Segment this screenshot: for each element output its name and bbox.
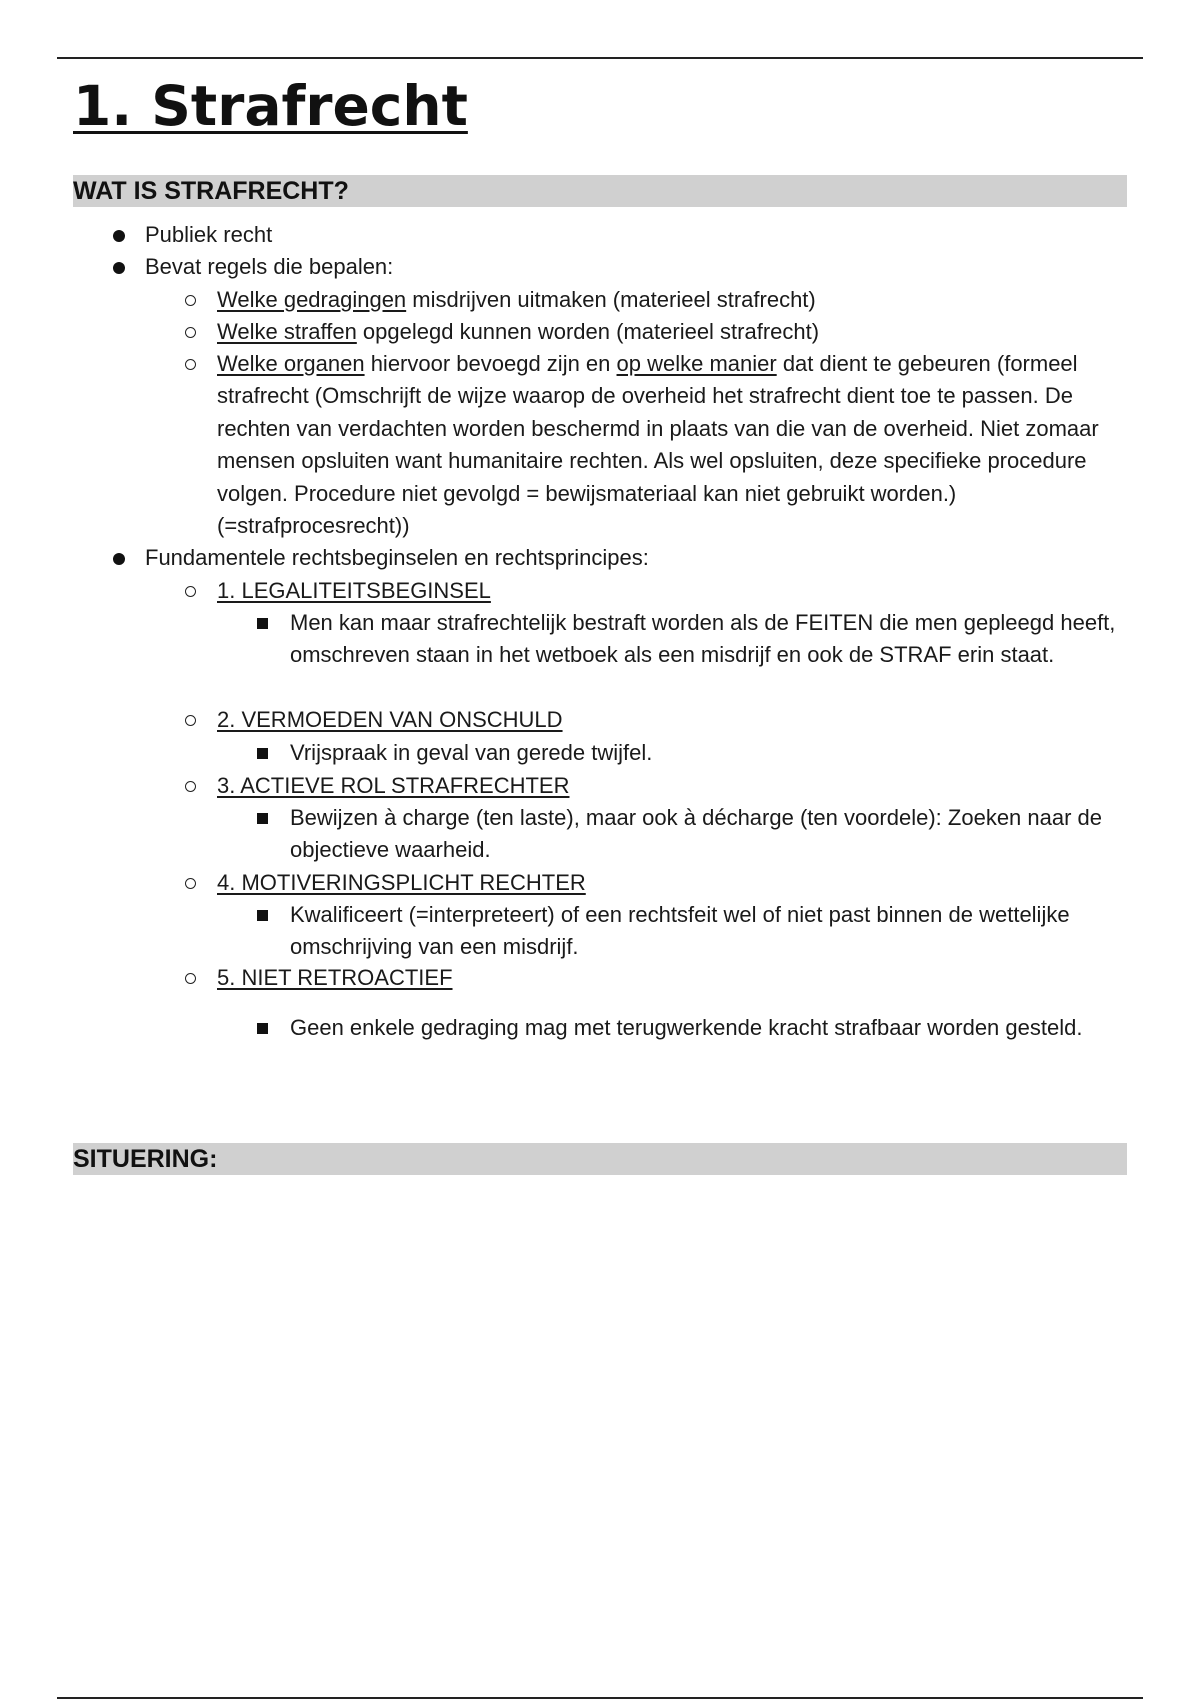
bullet-circle-icon	[185, 878, 196, 889]
bullet-circle-icon	[185, 715, 196, 726]
list-item-gedragingen	[217, 284, 1132, 316]
item-text: dat dient te gebeuren (formeel strafrecht (Omschrijft de wijze waarop de overheid het strafrecht dient toe te passen. De rechten van verdachten worden beschermd in plaats van die van de overheid. Niet zomaar mensen opsluiten want humanitaire rechten. Als wel opsluiten, deze specifieke procedure volgen. Procedure niet gevolgd = bewijsmateriaal kan niet gebruikt worden.) (=strafprocesrecht))	[217, 351, 1099, 539]
bullet-circle-icon	[185, 973, 196, 984]
page-title: 1. Strafrecht	[73, 74, 468, 138]
list-item-organen	[217, 348, 1132, 542]
bullet-circle-icon	[185, 586, 196, 597]
bottom-rule	[57, 1697, 1143, 1699]
item-text: opgelegd kunnen worden (materieel strafrecht)	[356, 319, 820, 344]
principle-text: Bewijzen à charge (ten laste), maar ook à décharge (ten voordele): Zoeken naar de objectieve waarheid.	[290, 805, 1103, 863]
principle-text: Men kan maar strafrechtelijk bestraft worden als de FEITEN die men gepleegd heeft, omschreven staan in het wetboek als een misdrijf en ook de STRAF erin staat.	[290, 610, 1116, 668]
bullet-circle-icon	[185, 295, 196, 306]
bullet-circle-icon	[185, 327, 196, 338]
bullet-square-icon	[257, 813, 268, 824]
principle-heading: 2. VERMOEDEN VAN ONSCHULD	[217, 707, 563, 732]
top-rule	[57, 57, 1143, 59]
bullet-square-icon	[257, 618, 268, 629]
underlined-term: Welke gedragingen	[217, 287, 407, 312]
principle-heading-2	[217, 704, 1132, 736]
bullet-disc-icon	[113, 230, 125, 242]
item-text: Publiek recht	[145, 222, 273, 247]
principle-heading-1	[217, 575, 1132, 607]
section-heading-situering: SITUERING:	[73, 1143, 1127, 1175]
bullet-circle-icon	[185, 359, 196, 370]
principle-heading-3	[217, 770, 1132, 802]
principle-heading: 1. LEGALITEITSBEGINSEL	[217, 578, 491, 603]
principle-heading: 5. NIET RETROACTIEF	[217, 965, 453, 990]
underlined-term: Welke straffen	[217, 319, 357, 344]
principle-text-2	[290, 737, 1132, 769]
principle-text-5	[290, 1012, 1132, 1044]
principle-text-1	[290, 607, 1132, 672]
bullet-disc-icon	[113, 553, 125, 565]
principle-text-3	[290, 802, 1132, 867]
bullet-square-icon	[257, 748, 268, 759]
principle-text-4	[290, 899, 1132, 964]
item-text: Bevat regels die bepalen:	[145, 254, 394, 279]
principle-text: Geen enkele gedraging mag met terugwerkende kracht strafbaar worden gesteld.	[290, 1015, 1083, 1040]
underlined-term: Welke organen	[217, 351, 365, 376]
bullet-disc-icon	[113, 262, 125, 274]
section-heading-wat-is-strafrecht: WAT IS STRAFRECHT?	[73, 175, 1127, 207]
bullet-square-icon	[257, 1023, 268, 1034]
principle-heading: 4. MOTIVERINGSPLICHT RECHTER	[217, 870, 586, 895]
underlined-term: op welke manier	[616, 351, 777, 376]
item-text: hiervoor bevoegd zijn en	[364, 351, 617, 376]
principle-heading: 3. ACTIEVE ROL STRAFRECHTER	[217, 773, 570, 798]
item-text: misdrijven uitmaken (materieel strafrecht)	[406, 287, 816, 312]
list-item-publiek-recht	[145, 219, 1135, 251]
list-item-straffen	[217, 316, 1132, 348]
item-text: Fundamentele rechtsbeginselen en rechtsprincipes:	[145, 545, 649, 570]
list-item-fundamentele	[145, 542, 1135, 574]
principle-text: Vrijspraak in geval van gerede twijfel.	[290, 740, 653, 765]
list-item-bevat-regels	[145, 251, 1135, 283]
bullet-square-icon	[257, 910, 268, 921]
principle-heading-5	[217, 962, 1132, 994]
bullet-circle-icon	[185, 781, 196, 792]
principle-text: Kwalificeert (=interpreteert) of een rechtsfeit wel of niet past binnen de wettelijke omschrijving van een misdrijf.	[290, 902, 1070, 960]
principle-heading-4	[217, 867, 1132, 899]
